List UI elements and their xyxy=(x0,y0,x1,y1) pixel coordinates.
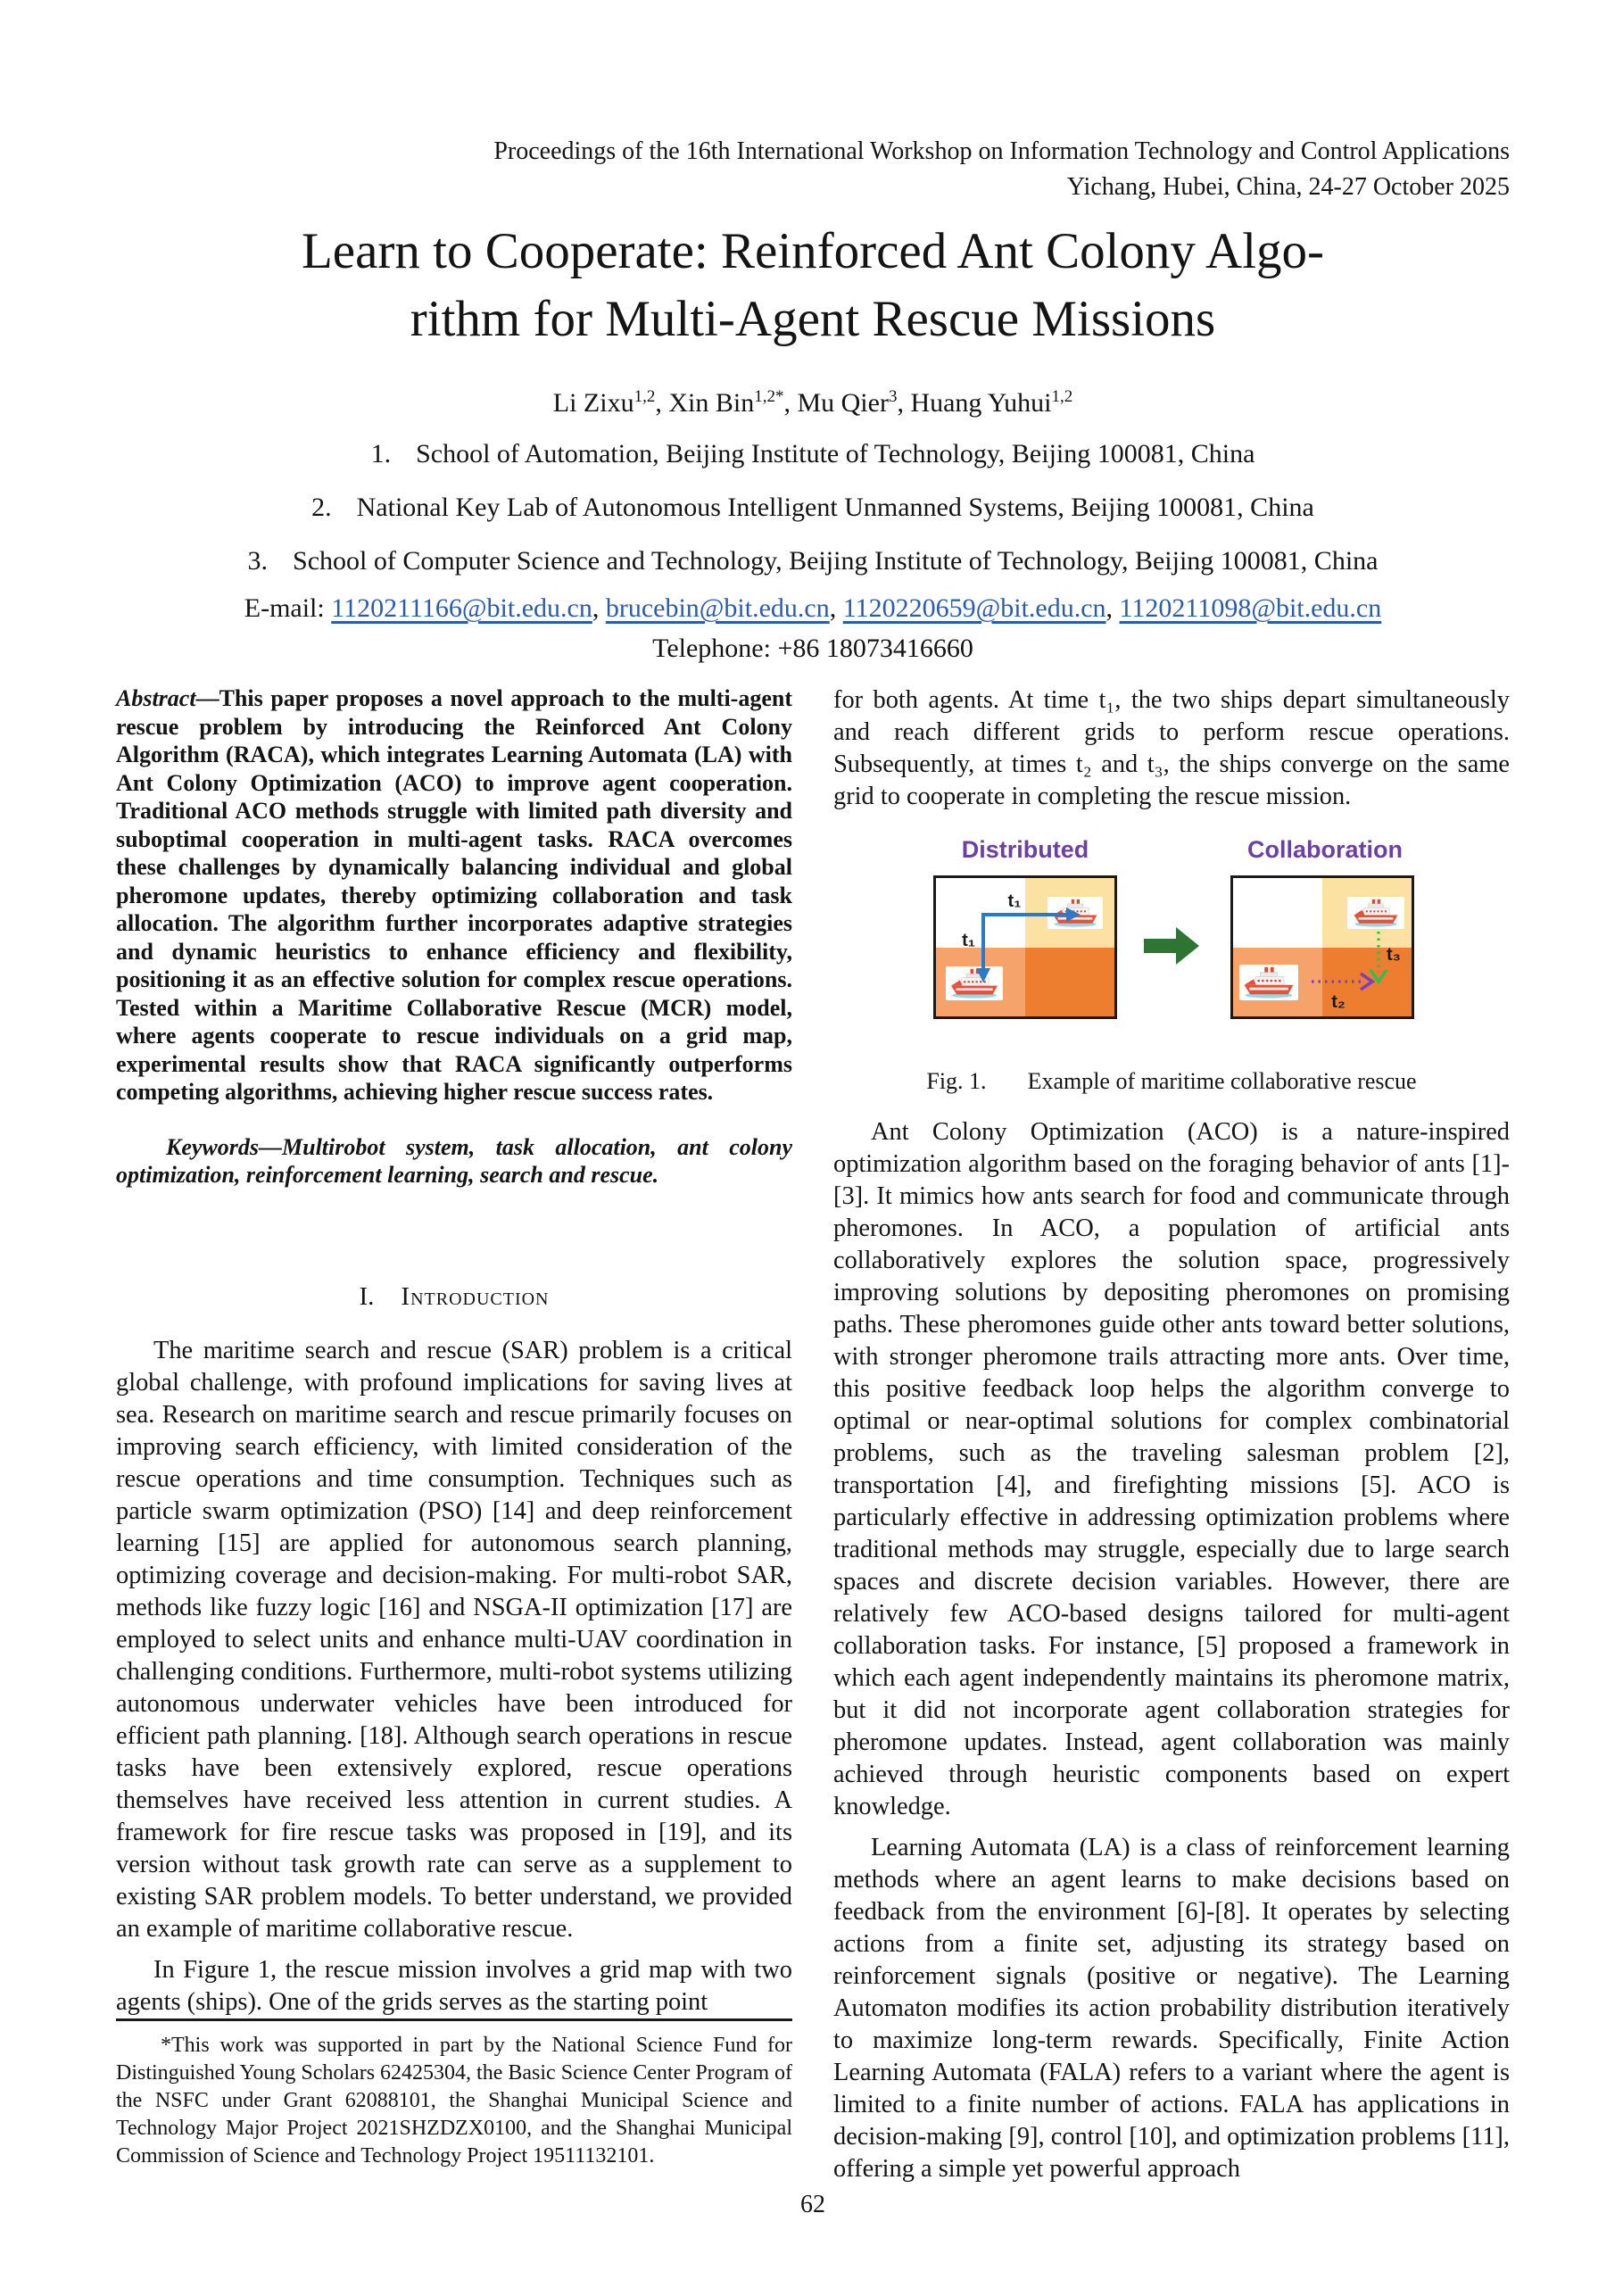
figure-1-caption xyxy=(833,1068,1510,1095)
telephone-line: Telephone: +86 18073416660 xyxy=(652,634,973,664)
ship-icon xyxy=(1241,966,1296,999)
time-label-t1: t₁ xyxy=(1007,891,1022,912)
figure-caption-label: Fig. 1. xyxy=(926,1068,987,1095)
affiliations xyxy=(116,427,1510,588)
keywords-paragraph xyxy=(116,1133,792,1189)
email-label: E-mail: xyxy=(244,593,332,624)
right-column xyxy=(833,684,1510,2184)
conference-header xyxy=(116,134,1510,205)
figure-panel-collaboration xyxy=(1230,875,1414,1019)
figure-panel-distributed xyxy=(933,875,1117,1019)
figure-1-canvas xyxy=(833,836,1510,1050)
section-title: Introduction xyxy=(401,1281,550,1311)
email-link-1[interactable]: 1120211166@bit.edu.cn xyxy=(331,593,592,624)
intro-paragraph-1: The maritime search and rescue (SAR) problem is a critical global challenge, with profound implications for saving lives at sea. Research on maritime search and rescue primarily focuses on improving search efficiency, with limited consideration of the rescue operations and time consumption. Techniques such as particle swarm optimization (PSO) [14] and deep reinforcement learning [15] are applied for autonomous search planning, optimizing coverage and decision-making. For multi-robot SAR, methods like fuzzy logic [16] and NSGA-II optimization [17] are employed to select units and enhance multi-UAV coordination in challenging conditions. Furthermore, multi-robot systems utilizing autonomous underwater vehicles have been introduced for efficient path planning. [18]. Although search operations in rescue tasks have been extensively explored, rescue operations themselves have received less attention in current studies. A framework for fire rescue tasks was proposed in [19], and its version without task growth rate can serve as a supplement to existing SAR problem models. To better understand, we provided an example of maritime collaborative rescue. xyxy=(116,1336,792,1943)
paper-title-line1: Learn to Cooperate: Reinforced Ant Colony Algo- xyxy=(301,223,1325,279)
abstract-label: Abstract xyxy=(116,685,196,712)
ship-card xyxy=(1239,965,1298,1000)
figure-label-collaboration: Collaboration xyxy=(1247,836,1403,864)
time-label-t3: t₃ xyxy=(1387,945,1401,966)
figure-label-distributed: Distributed xyxy=(961,836,1089,864)
ship-icon xyxy=(948,968,1001,999)
grid-cell xyxy=(1025,948,1114,1017)
transition-arrow-icon xyxy=(1144,925,1201,966)
grid-cell xyxy=(936,878,1025,951)
authors-line xyxy=(116,387,1510,419)
paper-title-line2: rithm for Multi-Agent Rescue Missions xyxy=(410,291,1216,347)
grid-cell xyxy=(1233,878,1322,948)
grid-cell xyxy=(1322,948,1412,1017)
section-heading-introduction xyxy=(116,1282,792,1312)
footnote-text: *This work was supported in part by the National Science Fund for Distinguished Young Scholars 62425304, the Basic Science Center Program of the NSFC under Grant 62088101, the Shanghai Municipal Science and Technology Major Project 2021SHZDZX0100, and the Shanghai Municipal Commission of Science and Technology Project 19511132101. xyxy=(116,2033,792,2168)
learning-automata-paragraph: Learning Automata (LA) is a class of reinforcement learning methods where an agent learns to make decisions based on feedback from the environment [6]-[8]. It operates by selecting actions from a finite set, adjusting its strategy based on reinforcement signals (positive or negative). The Learning Automaton modifies its action probability distribution iteratively to maximize long-term rewards. Specifically, Finite Action Learning Automata (FALA) refers to a variant where the agent is limited to a finite number of actions. FALA has applications in decision-making [9], control [10], and optimization problems [11], offering a simple yet powerful approach xyxy=(833,1834,1510,2184)
ship-icon xyxy=(1349,899,1403,927)
ship-card xyxy=(1347,897,1404,929)
affiliation-3: 3. School of Computer Science and Technology, Beijing Institute of Technology, Beijing 100081, China xyxy=(247,546,1379,576)
section-number: I. xyxy=(359,1281,375,1311)
ship-card xyxy=(1047,897,1103,929)
time-label-t2: t₂ xyxy=(1331,992,1346,1013)
footnote-rule xyxy=(116,2018,792,2021)
conference-header-line1: Proceedings of the 16th International Workshop on Information Technology and Control Applications xyxy=(493,137,1510,165)
paper-body xyxy=(116,684,1510,2184)
abstract-text: —This paper proposes a novel approach to the multi-agent rescue problem by introducing the Reinforced Ant Colony Algorithm (RACA), which integrates Learning Automata (LA) with Ant Colony Optimization (ACO) to improve agent cooperation. Traditional ACO methods struggle with limited path diversity and suboptimal cooperation in multi-agent tasks. RACA overcomes these challenges by dynamically balancing individual and global pheromone updates, thereby optimizing collaboration and task allocation. The algorithm further incorporates adaptive strategies and dynamic heuristics to enhance efficiency and flexibility, positioning it as an effective solution for complex rescue operations. Tested within a Maritime Collaborative Rescue (MCR) model, where agents cooperate to rescue individuals on a grid map, experimental results show that RACA significantly outperforms competing algorithms, achieving higher rescue success rates. xyxy=(116,685,792,1106)
author: Li Zixu$^{1,2}$, xyxy=(552,387,669,419)
abstract-paragraph xyxy=(116,684,792,1107)
aco-paragraph: Ant Colony Optimization (ACO) is a nature-inspired optimization algorithm based on the foraging behavior of ants [1]-[3]. It mimics how ants search for food and communicate through pheromones. In ACO, a population of artificial ants collaboratively explores the solution space, progressively improving solutions by depositing pheromones on promising paths. These pheromones guide other ants toward better solutions, with stronger pheromone trails attracting more ants. Over time, this positive feedback loop helps the algorithm converge to optimal or near-optimal solutions for complex combinatorial problems, such as the traveling salesman problem [2], transportation [4], and firefighting missions [5]. ACO is particularly effective in addressing optimization problems where traditional methods may struggle, especially due to large search spaces and discrete decision variables. However, there are relatively few ACO-based designs tailored for multi-agent collaboration tasks. For instance, [5] proposed a framework in which each agent independently maintains its pheromone matrix, but it did not incorporate agent collaboration strategies for pheromone updates. Instead, agent collaboration was mainly achieved through heuristic components based on expert knowledge. xyxy=(833,1118,1510,1821)
intro-paragraph-2-continuation: for both agents. At time t₁, the two ships depart simultaneously and reach different grids to perform rescue operations. Subsequently, at times t₂ and t₃, the ships converge on the same grid to cooperate in completing the rescue mission. xyxy=(833,686,1510,811)
paper-title xyxy=(116,218,1510,353)
left-column xyxy=(116,684,792,2168)
keywords-text: —Multirobot system, task allocation, ant colony optimization, reinforcement learning, search and rescue. xyxy=(116,1133,792,1189)
ship-card xyxy=(946,966,1003,1000)
footnote xyxy=(116,2018,792,2170)
email-link-4[interactable]: 1120211098@bit.edu.cn xyxy=(1119,593,1382,624)
email-link-3[interactable]: 1120220659@bit.edu.cn xyxy=(842,593,1106,624)
email-line: E-mail: 1120211166@bit.edu.cn, brucebin@bit.edu.cn, 1120220659@bit.edu.cn, 1120211098@bit.edu.cn xyxy=(244,593,1382,624)
time-label-t1: t₁ xyxy=(962,931,975,951)
author: Xin Bin$^{1,2*}$, xyxy=(668,387,798,419)
conference-header-line2: Yichang, Hubei, China, 24-27 October 2025 xyxy=(1066,173,1510,201)
affiliation-2: 2. National Key Lab of Autonomous Intelligent Unmanned Systems, Beijing 100081, China xyxy=(311,493,1314,523)
email-link-2[interactable]: brucebin@bit.edu.cn xyxy=(605,593,830,624)
author: Mu Qier$^3$, xyxy=(797,387,911,419)
affiliation-1: 1. School of Automation, Beijing Institute of Technology, Beijing 100081, China xyxy=(370,439,1255,469)
author: Huang Yuhui$^{1,2}$ xyxy=(910,387,1073,419)
intro-paragraph-2: In Figure 1, the rescue mission involves a grid map with two agents (ships). One of the grids serves as the starting point xyxy=(116,1955,792,2016)
keywords-label: Keywords xyxy=(166,1133,259,1160)
page-number: 62 xyxy=(800,2191,825,2219)
figure-caption-text: Example of maritime collaborative rescue xyxy=(1027,1068,1417,1095)
figure-1 xyxy=(833,836,1510,1095)
ship-icon xyxy=(1049,899,1101,927)
